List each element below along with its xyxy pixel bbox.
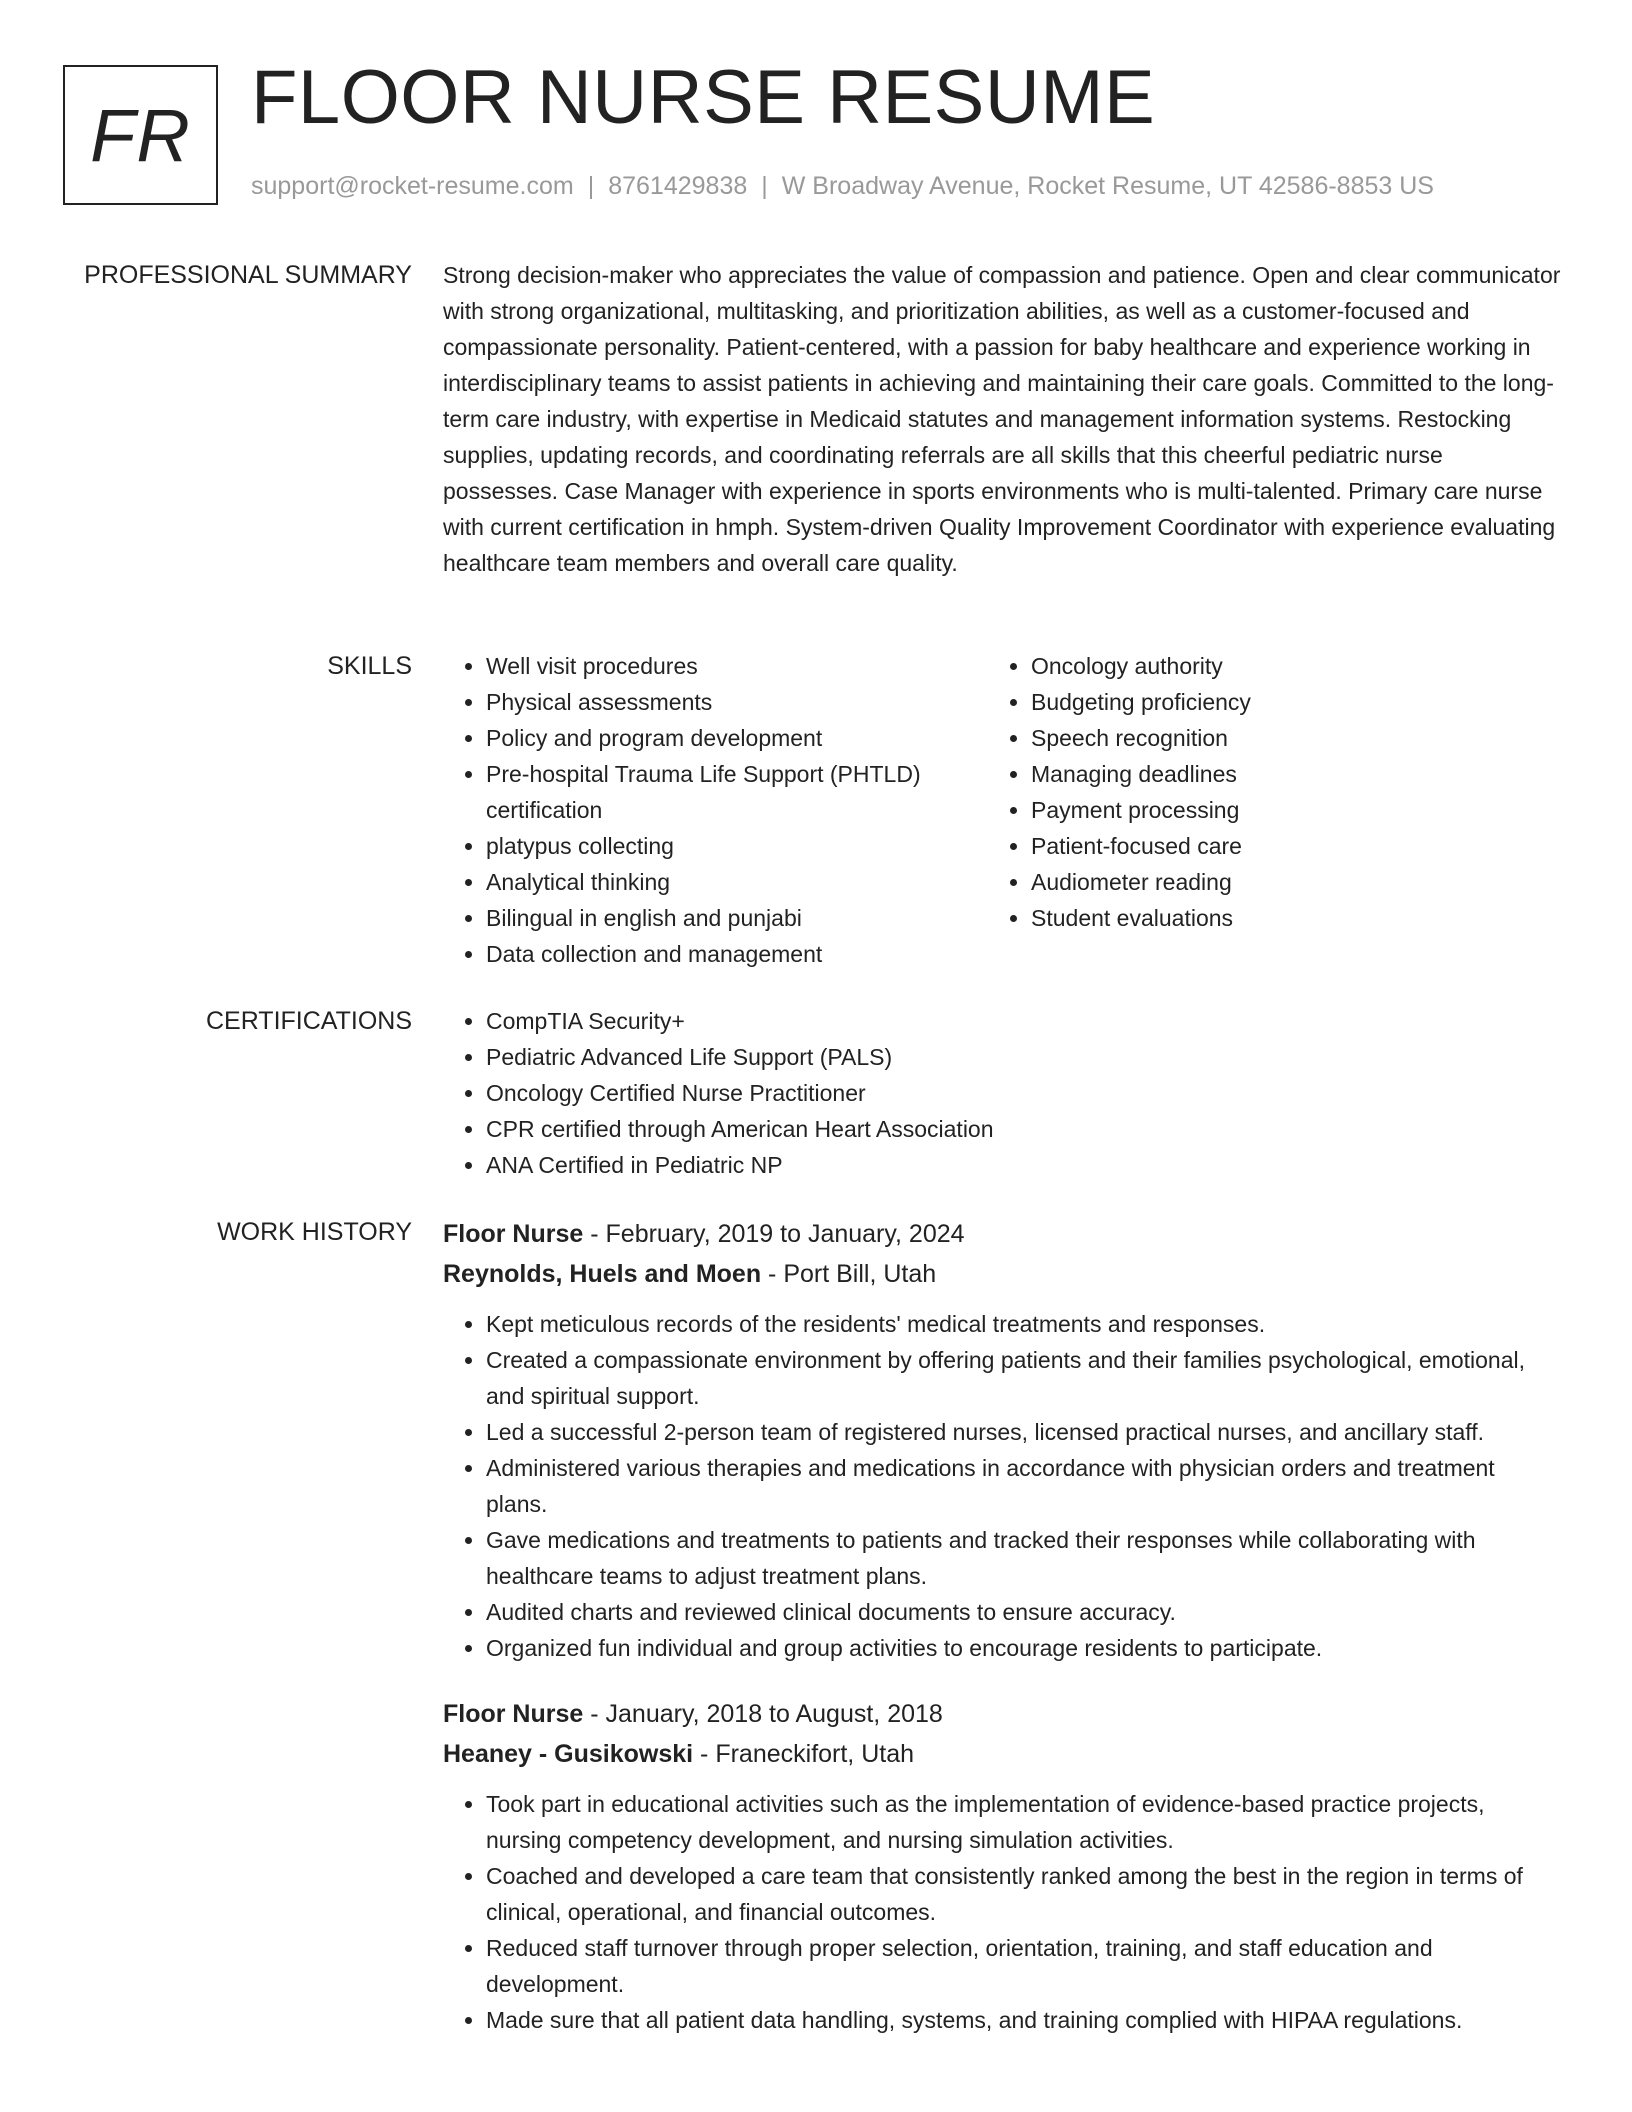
contact-phone[interactable]: 8761429838 (608, 172, 748, 200)
certification-item: • CompTIA Security+ (486, 1003, 1561, 1039)
job-dates: - January, 2018 to August, 2018 (583, 1700, 943, 1728)
skill-item: • Analytical thinking (486, 864, 988, 900)
section-label-skills: SKILLS (327, 652, 412, 680)
job-bullet: • Kept meticulous records of the residents' medical treatments and responses. (486, 1306, 1561, 1342)
contact-separator: | (761, 172, 768, 200)
skill-item: • Audiometer reading (1031, 864, 1531, 900)
job-entry (443, 1214, 1561, 1666)
skill-item: • Managing deadlines (1031, 756, 1531, 792)
contact-separator: | (587, 172, 595, 200)
job-bullet: • Gave medications and treatments to patients and tracked their responses while collaborating with healthcare teams to adjust treatment plans. (486, 1522, 1561, 1594)
summary-body (443, 257, 1561, 581)
job-company: Heaney - Gusikowski (443, 1740, 694, 1768)
skill-item: • Oncology authority (1031, 648, 1531, 684)
job-bullets (443, 1306, 1561, 1666)
job-title: Floor Nurse (443, 1700, 584, 1728)
skill-item: • Physical assessments (486, 684, 988, 720)
contact-email[interactable]: support@rocket-resume.com (251, 172, 574, 200)
job-location: - Port Bill, Utah (761, 1260, 937, 1288)
job-title-line (443, 1214, 1561, 1254)
skills-list-right (988, 648, 1531, 972)
work-history-body (443, 1214, 1561, 2038)
contact-address: W Broadway Avenue, Rocket Resume, UT 42586-8853 US (781, 172, 1434, 200)
skill-item: • Data collection and management (486, 936, 988, 972)
job-bullets (443, 1786, 1561, 2038)
skill-item: • Well visit procedures (486, 648, 988, 684)
skill-item: • Budgeting proficiency (1031, 684, 1531, 720)
job-bullet: • Audited charts and reviewed clinical documents to ensure accuracy. (486, 1594, 1561, 1630)
section-label-summary: PROFESSIONAL SUMMARY (84, 261, 412, 289)
certification-item: • Pediatric Advanced Life Support (PALS) (486, 1039, 1561, 1075)
job-bullet: • Took part in educational activities such as the implementation of evidence-based practice projects, nursing competency development, and nursing simulation activities. (486, 1786, 1561, 1858)
page-title: FLOOR NURSE RESUME (251, 55, 1156, 140)
section-label-certifications: CERTIFICATIONS (205, 1007, 412, 1035)
skill-item: • Policy and program development (486, 720, 988, 756)
certification-item: • CPR certified through American Heart Association (486, 1111, 1561, 1147)
certifications-list (443, 1003, 1561, 1183)
job-company: Reynolds, Huels and Moen (443, 1260, 762, 1288)
job-location: - Franeckifort, Utah (693, 1740, 915, 1768)
skill-item: • Pre-hospital Trauma Life Support (PHTLD) certification (486, 756, 988, 828)
job-bullet: • Led a successful 2-person team of registered nurses, licensed practical nurses, and ancillary staff. (486, 1414, 1561, 1450)
skill-item: • Patient-focused care (1031, 828, 1531, 864)
job-bullet: • Organized fun individual and group activities to encourage residents to participate. (486, 1630, 1561, 1666)
summary-text: Strong decision-maker who appreciates the value of compassion and patience. Open and clear communicator with strong organizational, multitasking, and prioritization abilities, as well as a customer-focused and compassionate personality. Patient-centered, with a passion for baby healthcare and experience working in interdisciplinary teams to assist patients in achieving and maintaining their care goals. Committed to the long-term care industry, with expertise in Medicaid statutes and management information systems. Restocking supplies, updating records, and coordinating referrals are all skills that this cheerful pediatric nurse possesses. Case Manager with experience in sports environments who is multi-talented. Primary care nurse with current certification in hmph. System-driven Quality Improvement Coordinator with experience evaluating healthcare team members and overall care quality. (443, 262, 1561, 576)
skills-list-left (443, 648, 988, 972)
skill-item: • Payment processing (1031, 792, 1531, 828)
job-bullet: • Administered various therapies and medications in accordance with physician orders and treatment plans. (486, 1450, 1561, 1522)
skills-body (443, 648, 1561, 972)
skill-item: • Speech recognition (1031, 720, 1531, 756)
job-bullet: • Created a compassionate environment by offering patients and their families psychological, emotional, and spiritual support. (486, 1342, 1561, 1414)
certification-item: • ANA Certified in Pediatric NP (486, 1147, 1561, 1183)
section-label-work-history: WORK HISTORY (217, 1218, 412, 1246)
job-title-line (443, 1694, 1561, 1734)
certifications-body (443, 1003, 1561, 1183)
job-title: Floor Nurse (443, 1220, 584, 1248)
job-company-line (443, 1254, 1561, 1294)
job-bullet: • Coached and developed a care team that consistently ranked among the best in the region in terms of clinical, operational, and financial outcomes. (486, 1858, 1561, 1930)
skill-item: • platypus collecting (486, 828, 988, 864)
job-bullet: • Reduced staff turnover through proper selection, orientation, training, and staff education and development. (486, 1930, 1561, 2002)
job-bullet: • Made sure that all patient data handling, systems, and training complied with HIPAA regulations. (486, 2002, 1561, 2038)
job-company-line (443, 1734, 1561, 1774)
job-entry (443, 1694, 1561, 2038)
skill-item: • Student evaluations (1031, 900, 1531, 936)
skill-item: • Bilingual in english and punjabi (486, 900, 988, 936)
monogram-logo: FR (63, 65, 218, 205)
certification-item: • Oncology Certified Nurse Practitioner (486, 1075, 1561, 1111)
job-dates: - February, 2019 to January, 2024 (583, 1220, 965, 1248)
contact-line (251, 172, 1434, 201)
